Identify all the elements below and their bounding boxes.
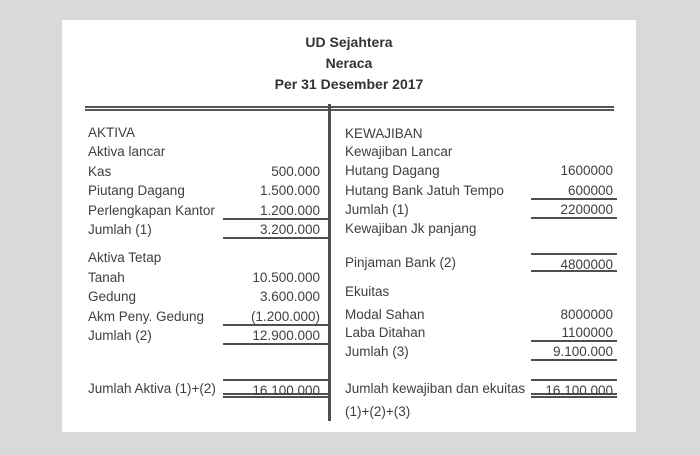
row-aktiva-tetap-header: [88, 248, 331, 267]
account-amount: (1.200.000): [223, 307, 331, 326]
total-label: Jumlah kewajiban dan ekuitas: [345, 381, 526, 396]
row-total-formula-note: [345, 402, 617, 421]
subtotal-amount: 3.200.000: [223, 220, 331, 239]
row-kewajiban-jk-panjang-header: [345, 219, 617, 238]
row-perlengkapan-kantor: [88, 201, 331, 220]
row-jumlah-kewajiban-ekuitas-total: [345, 379, 617, 398]
row-aktiva-lancar-header: [88, 142, 331, 161]
row-aktiva-header: [88, 123, 331, 142]
account-label: Pinjaman Bank (2): [345, 255, 457, 270]
row-jumlah-1-aktiva: [88, 220, 331, 239]
subsection-title: Ekuitas: [345, 284, 390, 299]
total-amount: 16.100.000: [223, 379, 331, 398]
subtotal-amount: 9.100.000: [531, 342, 617, 361]
row-kewajiban-header: [345, 124, 617, 143]
row-hutang-bank-jatuh-tempo: [345, 181, 617, 200]
row-jumlah-1-kewajiban: [345, 200, 617, 219]
total-formula-label: (1)+(2)+(3): [345, 404, 411, 419]
subtotal-label: Jumlah (1): [88, 222, 152, 237]
report-period: Per 31 Desember 2017: [274, 76, 424, 92]
row-piutang-dagang: [88, 181, 331, 200]
subtotal-amount: 2200000: [531, 200, 617, 219]
subtotal-label: Jumlah (3): [345, 344, 409, 359]
section-title: AKTIVA: [88, 125, 136, 140]
subtotal-amount: 12.900.000: [223, 326, 331, 345]
account-amount: 1600000: [560, 163, 613, 178]
account-label: Modal Sahan: [345, 307, 425, 322]
company-name: UD Sejahtera: [305, 34, 393, 50]
subsection-title: Aktiva Tetap: [88, 250, 162, 265]
subtotal-label: Jumlah (2): [88, 328, 152, 343]
account-label: Perlengkapan Kantor: [88, 203, 215, 218]
account-label: Tanah: [88, 270, 125, 285]
row-jumlah-aktiva-total: [88, 379, 331, 398]
account-amount: 500.000: [271, 164, 320, 179]
subsection-title: Kewajiban Jk panjang: [345, 221, 477, 236]
account-label: Laba Ditahan: [345, 325, 426, 340]
account-amount: 1.200.000: [223, 201, 331, 220]
subsection-title: Kewajiban Lancar: [345, 144, 453, 159]
total-label: Jumlah Aktiva (1)+(2): [88, 381, 216, 396]
account-amount: 3.600.000: [259, 289, 320, 304]
report-header: [62, 32, 636, 95]
account-label: Hutang Bank Jatuh Tempo: [345, 183, 504, 198]
balance-sheet-page: [62, 20, 636, 432]
row-modal-sahan: [345, 305, 617, 324]
account-amount: 10.500.000: [252, 270, 320, 285]
row-kas: [88, 162, 331, 181]
row-laba-ditahan: [345, 323, 617, 342]
subsection-title: Aktiva lancar: [88, 144, 166, 159]
account-label: Gedung: [88, 289, 137, 304]
subtotal-label: Jumlah (1): [345, 202, 409, 217]
account-amount: 1100000: [531, 323, 617, 342]
account-label: Hutang Dagang: [345, 163, 440, 178]
row-ekuitas-header: [345, 282, 617, 301]
header-divider-line: [85, 106, 614, 111]
row-jumlah-2-aktiva: [88, 326, 331, 345]
row-gedung: [88, 287, 331, 306]
report-name: Neraca: [325, 55, 373, 71]
total-amount: 16.100.000: [531, 379, 617, 398]
row-kewajiban-lancar-header: [345, 142, 617, 161]
account-amount: 600000: [531, 181, 617, 200]
account-amount: 4800000: [531, 253, 617, 272]
row-jumlah-3-ekuitas: [345, 342, 617, 361]
account-label: Akm Peny. Gedung: [88, 309, 205, 324]
section-title: KEWAJIBAN: [345, 126, 423, 141]
account-amount: 8000000: [560, 307, 613, 322]
account-label: Kas: [88, 164, 112, 179]
row-akm-peny-gedung: [88, 307, 331, 326]
account-amount: 1.500.000: [259, 183, 320, 198]
row-tanah: [88, 268, 331, 287]
row-hutang-dagang: [345, 161, 617, 180]
row-pinjaman-bank: [345, 253, 617, 272]
account-label: Piutang Dagang: [88, 183, 185, 198]
